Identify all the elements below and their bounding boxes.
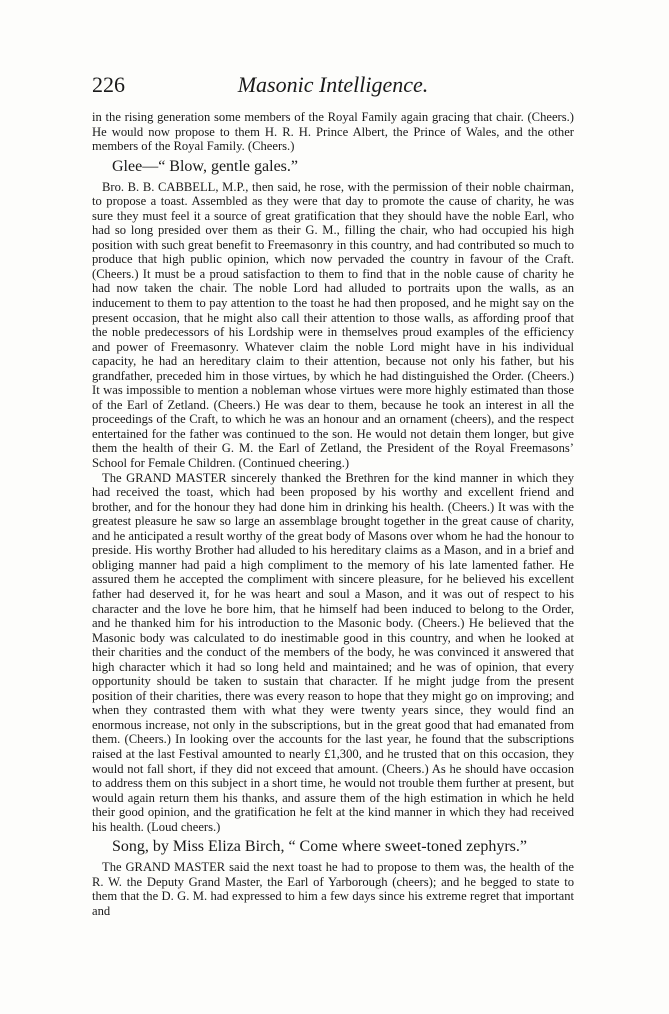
paragraph-deputy-grand-master: The GRAND MASTER said the next toast he had to propose to them was, the health of the R. W. the Deputy Grand Master, the Earl of Yarborough (cheers); and he begged to state to them that the D. G. M. had expressed to him a few days since his extreme regret that important and (92, 860, 574, 918)
song-heading: Song, by Miss Eliza Birch, “ Come where sweet-toned zephyrs.” (112, 838, 528, 856)
paragraph-cabbell-toast: Bro. B. B. CABBELL, M.P., then said, he rose, with the permission of their noble chairman, to propose a toast. Assembled as they were that day to promote the cause of charity, he was sure they must feel it a source of great gratification that they should have the noble Earl, who had so long presided over them as their G. M., filling the chair, who had occupied his high position with such great benefit to Freemasonry in this country, and had contributed so much to produce that high public opinion, which now pervaded the country in favour of the Craft. (Cheers.) It must be a proud satisfaction to them to find that in the noble cause of charity he had now taken the chair. The noble Lord had alluded to portraits upon the walls, as an inducement to them to pay attention to the toast he had then proposed, and he might say on the present occasion, that he might also call their attention to those walls, as affording proof that the noble predecessors of his Lordship were in themselves proud examples of the efficiency and power of Freemasonry. Whatever claim the noble Lord might have in his individual capacity, he had an hereditary claim to their attention, because not only his father, but his grandfather, preceded him in those virtues, by which he had distinguished the Order. (Cheers.) It was impossible to mention a nobleman whose virtues were more highly estimated than those of the Earl of Zetland. (Cheers.) He was dear to them, because he took an interest in all the proceedings of the Craft, to which he was an honour and an ornament (cheers), and the respect entertained for the father was continued to the son. He would not detain them longer, but give them the health of their G. M. the Earl of Zetland, the President of the Royal Freemasons’ School for Female Children. (Continued cheering.) (92, 179, 574, 471)
glee-heading: Glee—“ Blow, gentle gales.” (112, 157, 299, 175)
page-number: 226 (92, 72, 125, 97)
running-title: Masonic Intelligence. (237, 72, 429, 97)
page-header (92, 70, 574, 100)
article-body (92, 110, 574, 918)
paragraph-grand-master-reply: The GRAND MASTER sincerely thanked the Brethren for the kind manner in which they had received the toast, which had been proposed by his worthy and excellent friend and brother, and for the honour they had done him in drinking his health. (Cheers.) It was with the greatest pleasure he saw so large an assemblage brought together in the great cause of charity, and he anticipated a result worthy of the great body of Masons over whom he had the honour to preside. His worthy Brother had alluded to his hereditary claims as a Mason, and in a brief and obliging manner had paid a high compliment to the memory of his late lamented father. He assured them he accepted the compliment with sincere pleasure, for he believed his excellent father had deserved it, for he was heart and soul a Mason, and it was out of respect to his character and the love he bore him, that he himself had been induced to belong to the Order, and he thanked him for his introduction to the Masonic body. (Cheers.) He believed that the Masonic body was calculated to do inestimable good in this country, and when he looked at their charities and the conduct of the members of the body, he was convinced it answered that high character which it had so long held and maintained; and he was of opinion, that every opportunity should be taken to sustain that character. If he might judge from the present position of their charities, there was every reason to hope that they might go on improving; and when they contrasted them with what they were twenty years since, they would find an enormous increase, not only in the subscriptions, but in the great good that had emanated from them. (Cheers.) In looking over the accounts for the last year, he found that the subscriptions raised at the last Festival amounted to nearly £1,300, and he trusted that on this occasion, they would not fall short, if they did not exceed that amount. (Cheers.) As he should have occasion to address them on this subject in a short time, he would not trouble them further at present, but would again return them his thanks, and assure them of the high estimation in which he held their good opinion, and the gratification he felt at the kind manner in which they had received his health. (Loud cheers.) (92, 470, 574, 834)
paragraph-royal-family: in the rising generation some members of the Royal Family again gracing that chair. (Cheers.) He would now propose to them H. R. H. Prince Albert, the Prince of Wales, and the other members of the Royal Family. (Cheers.) (92, 110, 574, 154)
